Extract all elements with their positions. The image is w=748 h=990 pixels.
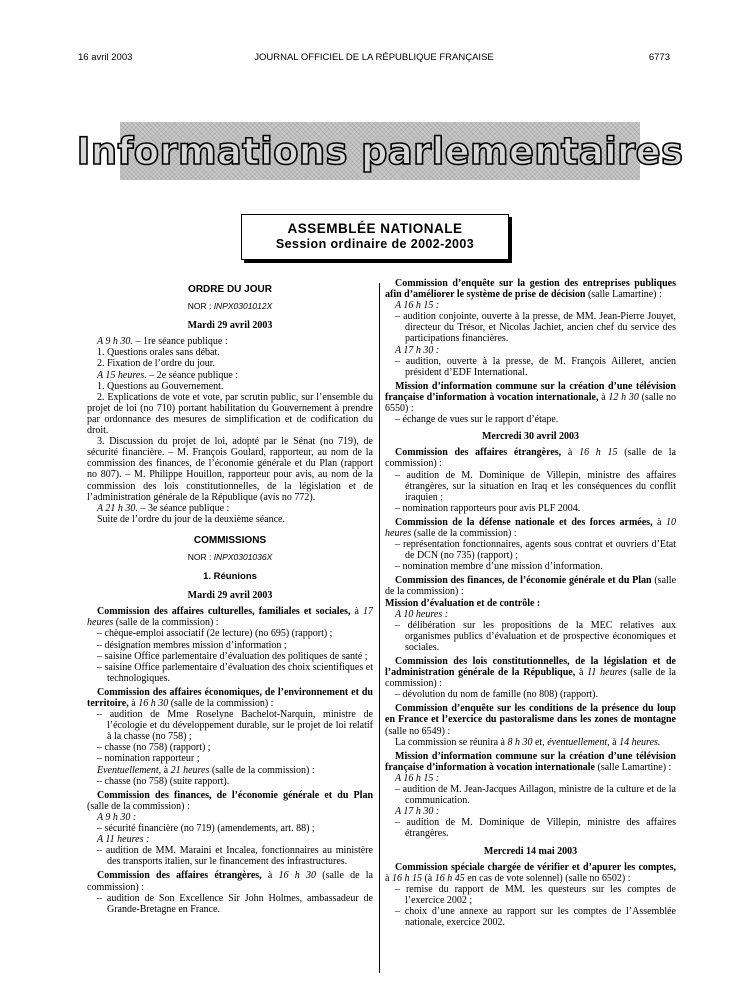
commission-title: Mission d’information commune sur la création d’une télévision française d’information à vocation internationale	[385, 750, 676, 773]
banner-title: Informations parlementaires	[76, 129, 684, 173]
commission-lois: Commission des lois constitutionnelles, de la législation et de l’administration générale de la République, à 11 heures (salle de la commission) :	[385, 656, 676, 690]
header-date: 16 avril 2003	[78, 52, 133, 63]
agenda-item: – délibération sur les propositions de la MEC relatives aux organismes publics d’évaluation et de prospective économiques et sociales.	[395, 619, 676, 653]
time-slot: A 17 h 30 :	[395, 344, 440, 356]
commission-finances: Commission des finances, de l’économie générale et du Plan (salle de la commission) :	[385, 575, 677, 598]
seance-3-time: A 21 h 30.	[97, 502, 138, 514]
nor-code: INPX0301012X	[213, 301, 273, 312]
commission-defense: Commission de la défense nationale et des forces armées, à 10 heures (salle de la commission) :	[385, 516, 676, 539]
commission-finances: Commission des finances, de l’économie générale et du Plan (salle de la commission) :	[87, 789, 373, 812]
date-heading: Mercredi 14 mai 2003	[483, 845, 578, 857]
commission-affaires-economiques: Commission des affaires économiques, de l’environnement et du territoire, à 16 h 30 (salle de la commission) :	[87, 686, 373, 709]
commission-affaires-culturelles: Commission des affaires culturelles, familiales et sociales, à 17 heures (salle de la commission) :	[87, 606, 373, 629]
seance-3	[87, 503, 373, 514]
commissions-heading: COMMISSIONS	[193, 534, 267, 546]
ordre-date: Mardi 29 avril 2003	[187, 320, 273, 332]
agenda-item: – choix d’une annexe au rapport sur les comptes de l’Assemblée nationale, exercice 2002.	[395, 905, 676, 929]
commission-affaires-etrangeres: Commission des affaires étrangères, à 16 h 30 (salle de la commission) :	[87, 870, 373, 893]
reunions-heading: 1. Réunions	[203, 571, 257, 583]
commission-time: 16 h 30	[138, 698, 169, 709]
commission-speciale-comptes: Commission spéciale chargée de vérifier et d’apurer les comptes, à 16 h 15 (à 16 h 45 en cas de vote solennel) (salle no 6502) :	[385, 861, 676, 884]
commission-time: 10 heures	[385, 516, 676, 539]
agenda-item: – audition de M. Dominique de Villepin, ministre des affaires étrangères.	[395, 817, 676, 840]
left-column	[87, 278, 373, 915]
commission-title: Commission des affaires culturelles, familiales et sociales,	[97, 606, 351, 618]
commission-time: 16 h 30	[278, 870, 317, 882]
commission-title: Commission des lois constitutionnelles, de la législation et de l’administration générale de la République,	[385, 656, 676, 679]
time-slot: A 16 h 15 :	[395, 772, 440, 784]
ordre-nor	[87, 301, 373, 312]
commission-time: 14 heures.	[619, 736, 661, 748]
commission-enquete-loup: Commission d’enquête sur les conditions de la présence du loup en France et l’exercice du pastoralisme dans les zones de montagne (salle no 6549) :	[385, 703, 676, 737]
time-slot: A 16 h 15 :	[395, 300, 440, 312]
seance-2-item: 1. Questions au Gouvernement.	[97, 380, 224, 392]
agenda-item: – saisine Office parlementaire d’évaluation des choix scientifiques et technologiques.	[97, 661, 373, 684]
agenda-item: – audition, ouverte à la presse, de M. François Ailleret, ancien président d’EDF International.	[395, 355, 676, 378]
seance-1-item: 2. Fixation de l’ordre du jour.	[97, 358, 216, 370]
time-slot: A 17 h 30 :	[395, 806, 440, 818]
agenda-item: – chasse (no 758) (rapport) ;	[97, 742, 211, 754]
nor-code: INPX0301036X	[213, 551, 273, 562]
agenda-item: – audition de M. Jean-Jacques Aillagon, ministre de la culture et de la communication.	[395, 784, 676, 807]
seance-2-time: A 15 heures.	[97, 369, 147, 381]
commission-title: Commission des affaires étrangères,	[97, 870, 262, 882]
commission-title: Commission des affaires économiques, de l’environnement et du territoire,	[87, 686, 373, 709]
seance-1	[87, 336, 373, 347]
ordre-du-jour-heading: ORDRE DU JOUR	[188, 284, 272, 295]
agenda-item: – audition conjointe, ouverte à la presse, de MM. Jean-Pierre Jouyet, directeur du Trésor, et Nicolas Jachiet, ancien chef du service des participations financières.	[395, 311, 676, 345]
commission-time: 8 h 30	[507, 736, 533, 748]
commission-title: Commission d’enquête sur la gestion des entreprises publiques afin d’améliorer le système de prise de décision	[385, 278, 676, 301]
commission-title: Commission spéciale chargée de vérifier et d’apurer les comptes,	[395, 861, 676, 873]
agenda-item: – audition de Mme Roselyne Bachelot-Narquin, ministre de l’écologie et du développement durable, sur le projet de loi relatif à la chasse (no 758) ;	[97, 709, 373, 743]
agenda-item: – chasse (no 758) (suite rapport).	[97, 775, 230, 787]
time-slot: A 11 heures :	[97, 834, 150, 846]
agenda-item: – désignation membres mission d’information ;	[97, 639, 287, 651]
assembly-name: ASSEMBLÉE NATIONALE	[287, 221, 463, 236]
time-slot: A 9 h 30 :	[97, 811, 137, 823]
right-column	[385, 278, 676, 928]
time-slot: A 10 heures :	[395, 608, 449, 620]
eventual-session: Eventuellement, à 21 heures (salle de la commission) :	[97, 764, 315, 776]
commission-time: 12 h 30	[608, 391, 639, 403]
seance-1-time: A 9 h 30.	[97, 336, 133, 348]
header-journal-title: JOURNAL OFFICIEL DE LA RÉPUBLIQUE FRANÇAISE	[254, 52, 494, 63]
agenda-item: – saisine Office parlementaire d’évaluation des politiques de santé ;	[97, 650, 368, 662]
commission-title: Commission des finances, de l’économie générale et du Plan	[97, 789, 373, 801]
date-heading: Mercredi 30 avril 2003	[481, 431, 580, 443]
agenda-item: – nomination rapporteurs pour avis PLF 2004.	[395, 502, 581, 514]
agenda-item: – sécurité financière (no 719) (amendements, art. 88) ;	[97, 823, 315, 835]
commission-title: Mission d’information commune sur la création d’une télévision française d’information à vocation internationale,	[385, 380, 676, 403]
column-divider	[379, 283, 380, 973]
mission-evaluation-heading: Mission d’évaluation et de contrôle :	[385, 597, 541, 609]
commission-affaires-etrangeres: Commission des affaires étrangères, à 16 h 15 (salle de la commission) :	[385, 447, 676, 470]
commission-enquete-entreprises: Commission d’enquête sur la gestion des entreprises publiques afin d’améliorer le système de prise de décision (salle Lamartine) :	[385, 278, 676, 301]
agenda-item: – dévolution du nom de famille (no 808) (rapport).	[395, 689, 599, 701]
agenda-item: – audition de MM. Maraini et Incalea, fonctionnaires au ministère des transports italien, sur le financement des infrastructures.	[97, 845, 373, 868]
seance-3-label: – 3e séance publique :	[137, 502, 230, 514]
commission-time: 21 heures	[170, 764, 210, 776]
seance-2-item: 3. Discussion du projet de loi, adopté par le Sénat (no 719), de sécurité financière. – M. François Goulard, rapporteur, au nom de la commission des finances, de l’économie générale et du Plan (rapport no 807). – M. Philippe Houillon, rapporteur pour avis, au nom de la commission des lois constitutionnelles, de la législation et de l’administration générale de la République (avis no 772).	[87, 436, 373, 503]
agenda-item: – nomination membre d’une mission d’information.	[395, 561, 603, 573]
commission-title: Commission des affaires étrangères,	[395, 447, 562, 459]
header-page-number: 6773	[648, 52, 670, 63]
seance-2	[87, 370, 373, 381]
commission-title: Commission de la défense nationale et des forces armées,	[395, 516, 653, 528]
session-name: Session ordinaire de 2002-2003	[275, 237, 475, 251]
seance-1-label: – 1re séance publique :	[132, 336, 228, 348]
seance-1-item: 1. Questions orales sans débat.	[97, 347, 220, 359]
commission-time: 17 heures	[87, 606, 373, 629]
seance-2-label: – 2e séance publique :	[146, 369, 239, 381]
agenda-item: – chèque-emploi associatif (2e lecture) (no 695) (rapport) ;	[97, 628, 333, 640]
seance-2-item: 2. Explications de vote et vote, par scrutin public, sur l’ensemble du projet de loi (no 710) portant habilitation du Gouvernement à prendre par ordonnance des mesures de simplification et de codification du droit.	[87, 391, 373, 437]
commission-time: 16 h 15	[391, 872, 422, 884]
commission-title: Commission d’enquête sur les conditions de la présence du loup en France et l’exercice du pastoralisme dans les zones de montagne	[385, 703, 676, 726]
section-banner	[76, 122, 684, 180]
commission-time: 16 h 45	[434, 872, 465, 884]
seance-3-text: Suite de l’ordre du jour de la deuxième séance.	[97, 513, 285, 525]
mission-television: Mission d’information commune sur la création d’une télévision française d’information à vocation internationale (salle Lamartine) :	[385, 750, 676, 773]
agenda-note: La commission se réunira à 8 h 30 et, éventuellement, à 14 heures.	[395, 736, 661, 748]
nor-label: NOR :	[187, 551, 212, 562]
nor-label: NOR :	[187, 301, 212, 312]
agenda-item: – audition de M. Dominique de Villepin, ministre des affaires étrangères, sur la situation en Iraq et les conséquences du conflit iraquien ;	[395, 469, 676, 503]
commissions-nor	[87, 552, 373, 563]
agenda-item: – représentation fonctionnaires, agents sous contrat et ouvriers d’Etat de DCN (no 735) (rapport) ;	[395, 539, 676, 562]
commission-time: 11 heures	[587, 667, 627, 679]
agenda-item: – remise du rapport de MM. les questeurs sur les comptes de l’exercice 2002 ;	[395, 883, 676, 906]
commission-time: 16 h 15	[579, 447, 618, 459]
agenda-item: – audition de Son Excellence Sir John Holmes, ambassadeur de Grande-Bretagne en France.	[97, 892, 373, 915]
agenda-item: – échange de vues sur le rapport d’étape.	[395, 414, 559, 426]
mission-television: Mission d’information commune sur la création d’une télévision française d’information à vocation internationale, à 12 h 30 (salle no 6550) :	[385, 380, 676, 415]
commissions-date: Mardi 29 avril 2003	[187, 590, 273, 602]
assembly-title-box	[241, 214, 509, 260]
agenda-item: – nomination rapporteur ;	[97, 753, 200, 765]
commission-title: Commission des finances, de l’économie générale et du Plan	[395, 575, 652, 587]
